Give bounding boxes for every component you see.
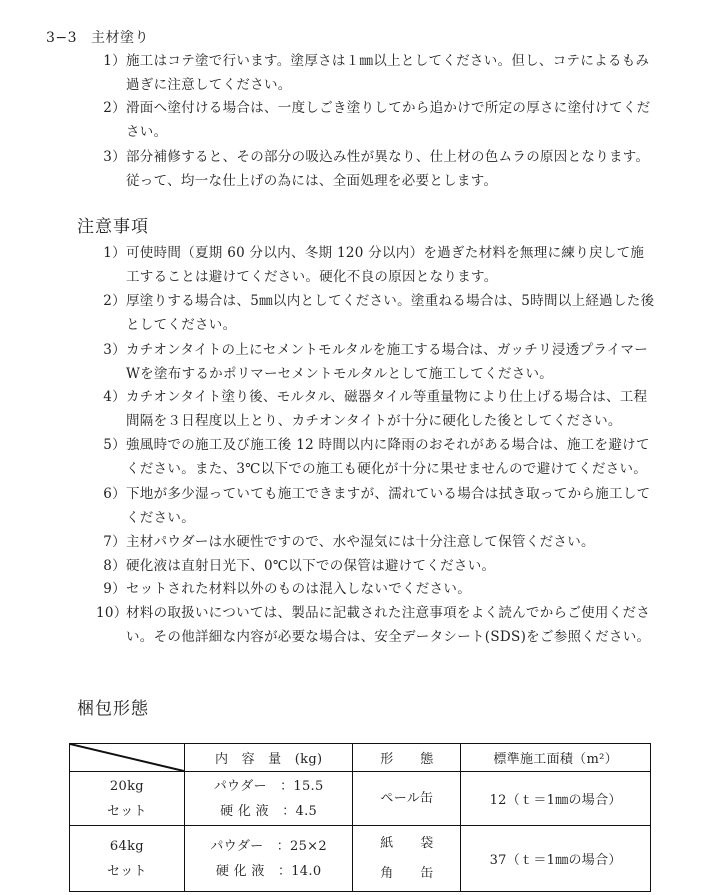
caution-item (96, 531, 656, 555)
set-weight: 64kg (109, 838, 144, 854)
item-text: 施工はコテ塗で行います。塗厚さは１㎜以上としてください。但し、コテによるもみ過ぎに注意してください。 (126, 53, 650, 93)
packaging-table (69, 743, 651, 892)
diagonal-line-icon (70, 744, 184, 771)
caution-item (96, 242, 656, 289)
set-weight: 20kg (109, 778, 144, 794)
cautions-heading: 注意事項 (77, 217, 149, 237)
item-number: 7） (103, 534, 126, 550)
diagonal-corner-cell (70, 744, 185, 772)
hardener-amount: 硬 化 液 ：14.0 (215, 863, 322, 879)
caution-item (96, 434, 656, 481)
item-number: 2） (103, 100, 126, 116)
item-number: 3） (103, 149, 126, 165)
caution-item (96, 555, 656, 579)
hardener-amount: 硬 化 液 ：4.5 (220, 803, 318, 819)
content-cell (184, 826, 353, 892)
form-value: ペール缶 (380, 791, 434, 806)
caution-item (96, 483, 656, 530)
section-item (96, 146, 656, 193)
area-cell: 37（ｔ＝1㎜の場合） (461, 826, 651, 892)
form-value: 角 缶 (380, 865, 434, 881)
powder-amount: パウダー ：25×2 (210, 838, 327, 854)
packaging-heading: 梱包形態 (77, 699, 149, 719)
item-number: 8） (103, 558, 126, 574)
table-row (70, 826, 651, 892)
item-text: 可使時間（夏期 60 分以内、冬期 120 分以内）を過ぎた材料を無理に練り戻して施工することは避けてください。硬化不良の原因となります。 (126, 245, 645, 285)
item-number: 5） (103, 437, 126, 453)
item-text: 強風時での施工及び施工後 12 時間以内に降雨のおそれがある場合は、施工を避けてください。また、3℃以下での施工も硬化が十分に果せませんので避けてください。 (126, 437, 650, 477)
section-title-text: 主材塗り (91, 30, 150, 46)
form-cell (353, 772, 461, 826)
item-text: 硬化液は直射日光下、0℃以下での保管は避けてください。 (126, 558, 496, 574)
caution-item (96, 602, 656, 649)
table-header-row (70, 744, 651, 772)
item-number: 6） (103, 486, 126, 502)
set-cell (70, 826, 185, 892)
header-form: 形 態 (353, 744, 461, 772)
area-cell: 12（ｔ＝1㎜の場合） (461, 772, 651, 826)
header-content: 内 容 量 (kg) (184, 744, 353, 772)
caution-item (96, 386, 656, 433)
section-title (46, 28, 149, 48)
item-number: 4） (103, 389, 126, 405)
item-text: 主材パウダーは水硬性ですので、水や湿気には十分注意して保管ください。 (126, 534, 595, 550)
item-text: カチオンタイト塗り後、モルタル、磁器タイル等重量物により仕上げる場合は、工程間隔を３日程度以上とり、カチオンタイトが十分に硬化した後としてください。 (126, 389, 648, 429)
section-item (96, 97, 656, 144)
caution-item (96, 290, 656, 337)
table-row (70, 772, 651, 826)
item-text: 材料の取扱いについては、製品に記載された注意事項をよく読んでからご使用ください。その他詳細な内容が必要な場合は、安全データシート(SDS)をご参照ください。 (126, 605, 651, 645)
set-cell (70, 772, 185, 826)
item-number: 1） (103, 53, 126, 69)
item-number: 9） (103, 581, 126, 597)
item-text: 下地が多少湿っていても施工できますが、濡れている場合は拭き取ってから施工してください。 (126, 486, 651, 526)
set-label: セット (106, 863, 147, 879)
powder-amount: パウダー ：15.5 (213, 778, 324, 794)
section-item (96, 50, 656, 97)
content-cell (184, 772, 353, 826)
item-text: 滑面へ塗付ける場合は、一度しごき塗りしてから追かけで所定の厚さに塗付けてください。 (126, 100, 651, 140)
item-number: 1） (103, 245, 126, 261)
caution-item (96, 339, 656, 386)
item-number: 3） (103, 342, 126, 358)
form-cell (353, 826, 461, 892)
item-text: 厚塗りする場合は、5㎜以内としてください。塗重ねる場合は、5時間以上経過した後としてください。 (126, 293, 655, 333)
item-text: セットされた材料以外のものは混入しないでください。 (126, 581, 471, 597)
caution-item (96, 578, 656, 602)
item-number: 2） (103, 293, 126, 309)
header-area: 標準施工面積（m²） (461, 744, 651, 772)
item-text: カチオンタイトの上にセメントモルタルを施工する場合は、ガッチリ浸透プライマーWを塗布するかポリマーセメントモルタルとして施工してください。 (126, 342, 649, 382)
item-number: 10） (96, 605, 128, 621)
section-number: 3−3 (46, 30, 78, 46)
form-value: 紙 袋 (380, 835, 434, 851)
item-text: 部分補修すると、その部分の吸込み性が異なり、仕上材の色ムラの原因となります。従って、均一な仕上げの為には、全面処理を必要とします。 (126, 149, 650, 189)
set-label: セット (106, 803, 147, 819)
